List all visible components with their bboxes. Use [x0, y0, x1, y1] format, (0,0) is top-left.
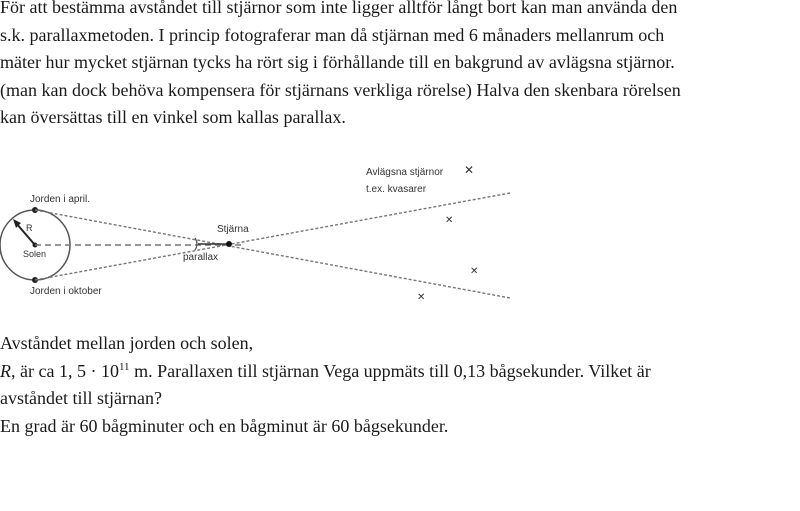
sight-line-october	[35, 193, 510, 280]
question-line	[0, 358, 651, 386]
question-line: avståndet till stjärnan?	[0, 388, 162, 408]
label-jorden-april: Jorden i april.	[30, 194, 91, 205]
intro-line: kan översättas till en vinkel som kallas parallax.	[0, 107, 346, 127]
parallax-diagram	[0, 158, 560, 308]
cross-icon: ✕	[417, 292, 426, 303]
cross-icon: ✕	[470, 266, 479, 277]
label-jorden-oktober: Jorden i oktober	[30, 286, 102, 297]
cross-icon: ✕	[445, 215, 454, 226]
label-avlagsna-stjarnor: Avlägsna stjärnor	[366, 167, 444, 178]
math-variable-r: R	[0, 360, 11, 381]
question-paragraph	[0, 330, 651, 440]
label-r: R	[26, 223, 33, 233]
intro-line: (man kan dock behöva kompensera för stjärnans verkliga rörelse) Halva den skenbara rörelsen	[0, 79, 681, 100]
math-number: 1, 5 · 10	[58, 360, 119, 381]
math-exponent: 11	[118, 360, 130, 373]
question-text: . Parallaxen till stjärnan Vega uppmäts till 0,13 bågsekunder. Vilket är	[148, 360, 651, 381]
sight-line-april	[35, 210, 510, 298]
label-parallax: parallax	[183, 252, 219, 263]
cross-icon: ✕	[464, 163, 475, 177]
math-unit: m	[129, 360, 149, 381]
question-line: En grad är 60 bågminuter och en bågminut är 60 bågsekunder.	[0, 415, 449, 436]
label-stjarna: Stjärna	[217, 224, 249, 235]
label-solen: Solen	[23, 249, 47, 259]
intro-line: mäter hur mycket stjärnan tycks ha rört sig i förhållande till en bakgrund av avlägsna stjärnor.	[0, 52, 675, 72]
question-text: , är ca	[11, 360, 59, 381]
intro-line: För att bestämma avståndet till stjärnor som inte ligger alltför långt bort kan man använda den	[0, 0, 678, 17]
star-dot	[226, 241, 232, 247]
label-kvasarer: t.ex. kvasarer	[366, 184, 427, 195]
question-line: Avståndet mellan jorden och solen,	[0, 333, 254, 353]
intro-paragraph	[0, 0, 681, 132]
intro-line: s.k. parallaxmetoden. I princip fotograferar man då stjärnan med 6 månaders mellanrum och	[0, 24, 665, 45]
parallax-angle-arc	[195, 238, 197, 250]
